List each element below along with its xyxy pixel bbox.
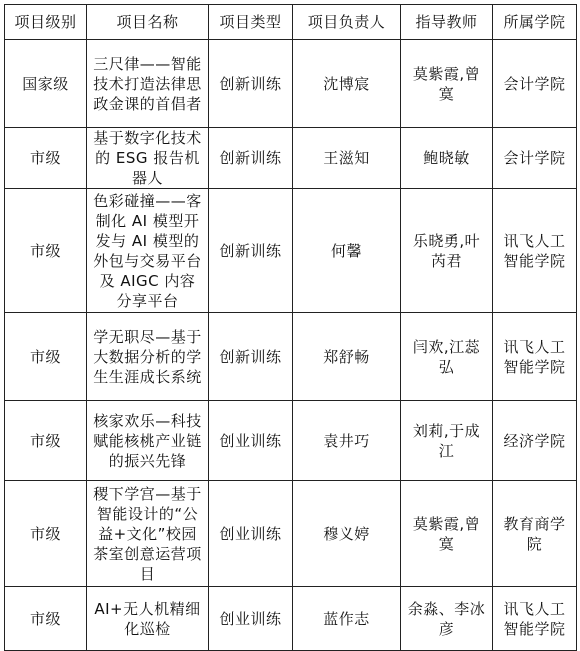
cell-type: 创业训练	[209, 587, 293, 651]
cell-advisor: 刘莉,于成江	[401, 401, 493, 481]
cell-advisor: 闫欢,江蕊弘	[401, 313, 493, 401]
cell-advisor: 余淼、李冰彦	[401, 587, 493, 651]
cell-advisor: 莫紫霞,曾寞	[401, 481, 493, 587]
header-row	[5, 5, 577, 40]
cell-name: 色彩碰撞——客制化 AI 模型开发与 AI 模型的外包与交易平台及 AIGC 内容分享平台	[87, 189, 209, 313]
table-row	[5, 587, 577, 651]
project-table	[4, 4, 577, 651]
table-row	[5, 481, 577, 587]
table-row	[5, 189, 577, 313]
table-row	[5, 40, 577, 128]
table-row	[5, 313, 577, 401]
cell-college: 讯飞人工智能学院	[493, 189, 577, 313]
cell-name: 三尺律——智能技术打造法律思政金课的首倡者	[87, 40, 209, 128]
cell-leader: 王滋知	[293, 128, 401, 189]
header-type: 项目类型	[209, 5, 293, 40]
cell-type: 创业训练	[209, 401, 293, 481]
cell-level: 国家级	[5, 40, 87, 128]
cell-level: 市级	[5, 401, 87, 481]
cell-type: 创新训练	[209, 40, 293, 128]
cell-name: 学无职尽—基于大数据分析的学生生涯成长系统	[87, 313, 209, 401]
cell-advisor: 乐晓勇,叶芮君	[401, 189, 493, 313]
cell-advisor: 鲍晓敏	[401, 128, 493, 189]
cell-level: 市级	[5, 128, 87, 189]
header-advisor: 指导教师	[401, 5, 493, 40]
cell-college: 经济学院	[493, 401, 577, 481]
cell-name: AI+无人机精细化巡检	[87, 587, 209, 651]
cell-college: 讯飞人工智能学院	[493, 313, 577, 401]
cell-college: 会计学院	[493, 40, 577, 128]
cell-college: 讯飞人工智能学院	[493, 587, 577, 651]
header-leader: 项目负责人	[293, 5, 401, 40]
header-name: 项目名称	[87, 5, 209, 40]
cell-leader: 袁井巧	[293, 401, 401, 481]
table-row	[5, 128, 577, 189]
cell-leader: 沈博宸	[293, 40, 401, 128]
cell-advisor: 莫紫霞,曾寞	[401, 40, 493, 128]
cell-level: 市级	[5, 587, 87, 651]
cell-college: 会计学院	[493, 128, 577, 189]
cell-level: 市级	[5, 313, 87, 401]
header-college: 所属学院	[493, 5, 577, 40]
cell-leader: 穆义婷	[293, 481, 401, 587]
cell-type: 创业训练	[209, 481, 293, 587]
cell-leader: 何馨	[293, 189, 401, 313]
cell-level: 市级	[5, 189, 87, 313]
cell-name: 稷下学宫—基于智能设计的“公益+文化”校园茶室创意运营项目	[87, 481, 209, 587]
cell-type: 创新训练	[209, 128, 293, 189]
cell-level: 市级	[5, 481, 87, 587]
table-row	[5, 401, 577, 481]
header-level: 项目级别	[5, 5, 87, 40]
cell-type: 创新训练	[209, 313, 293, 401]
cell-name: 基于数字化技术的 ESG 报告机器人	[87, 128, 209, 189]
cell-name: 核家欢乐—科技赋能核桃产业链的振兴先锋	[87, 401, 209, 481]
cell-type: 创新训练	[209, 189, 293, 313]
cell-leader: 郑舒畅	[293, 313, 401, 401]
cell-leader: 蓝作志	[293, 587, 401, 651]
cell-college: 教育商学院	[493, 481, 577, 587]
